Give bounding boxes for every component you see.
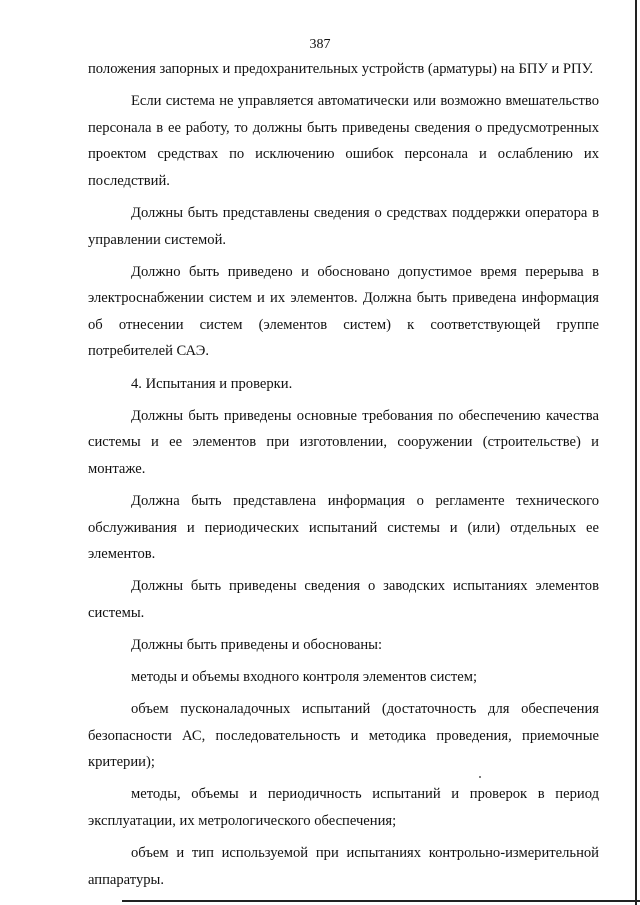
paragraph-factory-tests: Должны быть приведены сведения о заводских испытаниях элементов системы.	[88, 578, 599, 621]
list-item-incoming-control: методы и объемы входного контроля элементов систем;	[131, 668, 478, 685]
scan-border-right	[635, 0, 637, 905]
scan-border-bottom	[122, 900, 640, 902]
list-item-commissioning-tests: объем пусконаладочных испытаний (достаточность для обеспечения безопасности АС, последовательность и методика проведения, приемочные критерии);	[88, 701, 599, 771]
body-text	[88, 56, 599, 893]
paragraph-quality-requirements: Должны быть приведены основные требования по обеспечению качества системы и ее элементов при изготовлении, сооружении (строительстве) и монтаже.	[88, 407, 599, 477]
page-number: 387	[309, 37, 331, 52]
paragraph-continuation: положения запорных и предохранительных устройств (арматуры) на БПУ и РПУ.	[88, 61, 594, 77]
paragraph-operator-support: Должны быть представлены сведения о средствах поддержки оператора в управлении системой.	[88, 204, 599, 248]
scan-speck	[479, 776, 481, 778]
list-item-operation-tests: методы, объемы и периодичность испытаний и проверок в период эксплуатации, их метрологического обеспечения;	[88, 786, 599, 829]
paragraph-list-intro: Должны быть приведены и обоснованы:	[131, 636, 383, 653]
list-item-measuring-equipment: объем и тип используемой при испытаниях контрольно-измерительной аппаратуры.	[88, 845, 599, 888]
paragraph-power-interruption: Должно быть приведено и обосновано допустимое время перерыва в электроснабжении систем и их элементов. Должна быть приведена информация об отнесении систем (элементов систем) к соответствующей группе потребителей САЭ.	[88, 263, 599, 360]
paragraph-maintenance-regulations: Должна быть представлена информация о регламенте технического обслуживания и периодических испытаний системы и (или) отдельных ее элементов.	[88, 492, 599, 563]
paragraph-operator-errors: Если система не управляется автоматически или возможно вмешательство персонала в ее работу, то должны быть приведены сведения о предусмотренных проектом средствах по исключению ошибок персонала и ослаблению их последствий.	[88, 93, 599, 189]
section-heading-tests: 4. Испытания и проверки.	[131, 375, 293, 392]
